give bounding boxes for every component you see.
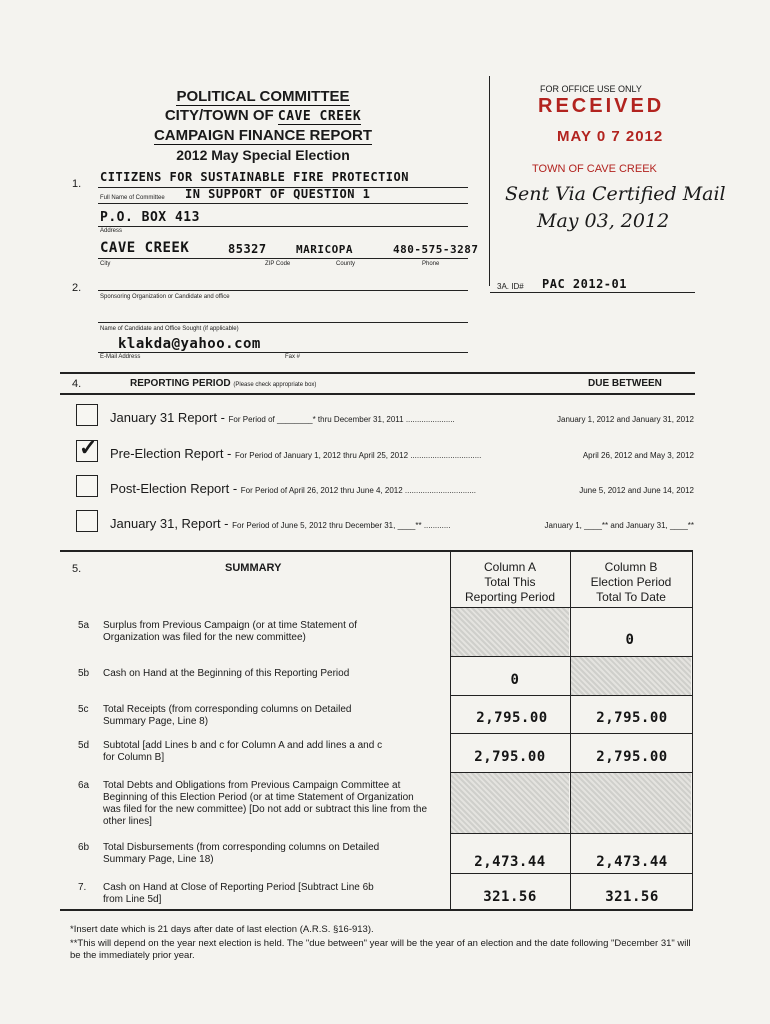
summary-title: SUMMARY — [225, 562, 282, 574]
row-code-5d: 5d — [78, 740, 90, 751]
committee-id: PAC 2012-01 — [542, 277, 627, 291]
value-5d-col-a: 2,795.00 — [474, 749, 546, 765]
footnote-2: **This will depend on the year next election is held. The "due between" year will be the year of an election and the date following "December 31" will be the immediately prior year. — [70, 938, 691, 961]
value-7-col-a: 321.56 — [483, 889, 537, 905]
row-code-5c: 5c — [78, 704, 89, 715]
form-city-line: CITY/TOWN OF CAVE CREEK — [164, 107, 362, 124]
checkbox-january-31-report[interactable] — [76, 404, 98, 426]
due-between-title: DUE BETWEEN — [588, 378, 662, 389]
shaded-cell-6a-col-a — [451, 773, 569, 833]
shaded-cell-6a-col-b — [571, 773, 691, 833]
fax-label: Fax # — [285, 354, 301, 360]
row-label-5d: Subtotal [add Lines b and c for Column A and add lines a and c for Column B] — [103, 740, 383, 763]
section-4-number: 4. — [72, 378, 82, 390]
committee-phone: 480-575-3287 — [393, 243, 479, 256]
value-5a-col-b: 0 — [625, 632, 635, 648]
candidate-label: Name of Candidate and Office Sought (if applicable) — [100, 326, 239, 332]
committee-address: P.O. BOX 413 — [100, 210, 200, 225]
row-label-7: Cash on Hand at Close of Reporting Period [Subtract Line 6b from Line 5d] — [103, 882, 374, 905]
city-label: City — [100, 261, 111, 267]
checkbox-post-election-report[interactable] — [76, 475, 98, 497]
row-label-6a: Total Debts and Obligations from Previous Campaign Committee at Beginning of this Election Period (or at time Statement of Organization was filed for the new committee) [Do not add or subtract this line from the other lines] — [103, 780, 428, 827]
form-title: POLITICAL COMMITTEE — [176, 88, 350, 105]
county-label: County — [336, 261, 356, 267]
report-option-pre-election: Pre-Election Report - For Period of January 1, 2012 thru April 25, 2012 ................................ — [110, 446, 482, 461]
due-post-election: June 5, 2012 and June 14, 2012 — [579, 486, 694, 495]
committee-name-label: Full Name of Committee — [100, 195, 165, 201]
committee-city: CAVE CREEK — [100, 240, 190, 256]
report-option-january-31: January 31 Report - For Period of ________* thru December 31, 2011 ...................... — [110, 410, 455, 425]
column-a-header: Column A Total This Reporting Period — [464, 560, 556, 604]
received-date-stamp: MAY 0 7 2012 — [557, 128, 664, 145]
row-label-5b: Cash on Hand at the Beginning of this Reporting Period — [103, 668, 350, 679]
certified-mail-note: Sent Via Certified Mail — [505, 183, 726, 205]
row-code-5a: 5a — [78, 620, 90, 631]
row-label-5a: Surplus from Previous Campaign (or at time Statement of Organization was filed for the new committee) — [103, 620, 357, 643]
sponsor-label: Sponsoring Organization or Candidate and office — [100, 294, 230, 300]
report-option-january-31-future: January 31, Report - For Period of June 5, 2012 thru December 31, ____** ............ — [110, 516, 451, 531]
header-divider — [489, 76, 490, 286]
checkbox-pre-election-report[interactable]: ✓ — [76, 440, 98, 462]
committee-county: MARICOPA — [296, 243, 353, 256]
committee-purpose: IN SUPPORT OF QUESTION 1 — [185, 187, 371, 201]
zip-label: ZIP Code — [265, 261, 291, 267]
row-label-6b: Total Disbursements (from corresponding columns on Detailed Summary Page, Line 18) — [103, 842, 380, 865]
due-january-31: January 1, 2012 and January 31, 2012 — [557, 415, 694, 424]
section-1-number: 1. — [72, 178, 82, 190]
row-label-5c: Total Receipts (from corresponding columns on Detailed Summary Page, Line 8) — [103, 704, 352, 727]
due-january-31-future: January 1, ____** and January 31, ____** — [544, 521, 694, 530]
shaded-cell-5a-col-a — [451, 608, 569, 656]
row-code-7: 7. — [78, 882, 87, 893]
value-5c-col-b: 2,795.00 — [596, 710, 668, 726]
phone-label: Phone — [422, 261, 440, 267]
checkbox-january-31-future-report[interactable] — [76, 510, 98, 532]
row-code-5b: 5b — [78, 668, 90, 679]
address-label: Address — [100, 228, 123, 234]
row-code-6b: 6b — [78, 842, 90, 853]
form-subtitle: CAMPAIGN FINANCE REPORT — [153, 127, 373, 144]
city-name-handwritten: CAVE CREEK — [277, 109, 362, 124]
report-option-post-election: Post-Election Report - For Period of April 26, 2012 thru June 4, 2012 ................................ — [110, 481, 477, 496]
value-5d-col-b: 2,795.00 — [596, 749, 668, 765]
footnote-1: *Insert date which is 21 days after date of last election (A.R.S. §16-913). — [70, 924, 374, 935]
election-name: 2012 May Special Election — [176, 147, 350, 163]
column-b-header: Column B Election Period Total To Date — [590, 560, 672, 604]
committee-email: klakda@yahoo.com — [118, 336, 261, 352]
value-5b-col-a: 0 — [510, 672, 520, 688]
reporting-period-title: REPORTING PERIOD (Please check appropriate box) — [130, 378, 317, 389]
received-stamp: RECEIVED — [538, 95, 665, 117]
value-6b-col-b: 2,473.44 — [596, 854, 668, 870]
town-stamp: TOWN OF CAVE CREEK — [532, 163, 657, 175]
committee-name: CITIZENS FOR SUSTAINABLE FIRE PROTECTION — [100, 170, 409, 184]
value-7-col-b: 321.56 — [605, 889, 659, 905]
section-2-number: 2. — [72, 282, 82, 294]
value-6b-col-a: 2,473.44 — [474, 854, 546, 870]
due-pre-election: April 26, 2012 and May 3, 2012 — [582, 451, 694, 460]
committee-zip: 85327 — [228, 242, 267, 256]
section-5-number: 5. — [72, 563, 82, 575]
value-5c-col-a: 2,795.00 — [476, 710, 548, 726]
row-code-6a: 6a — [78, 780, 90, 791]
office-use-label: FOR OFFICE USE ONLY — [540, 84, 642, 94]
id-label: 3A. ID# — [497, 282, 524, 291]
email-label: E-Mail Address — [100, 354, 141, 360]
shaded-cell-5b-col-b — [571, 657, 691, 695]
mailed-date-note: May 03, 2012 — [537, 210, 670, 232]
